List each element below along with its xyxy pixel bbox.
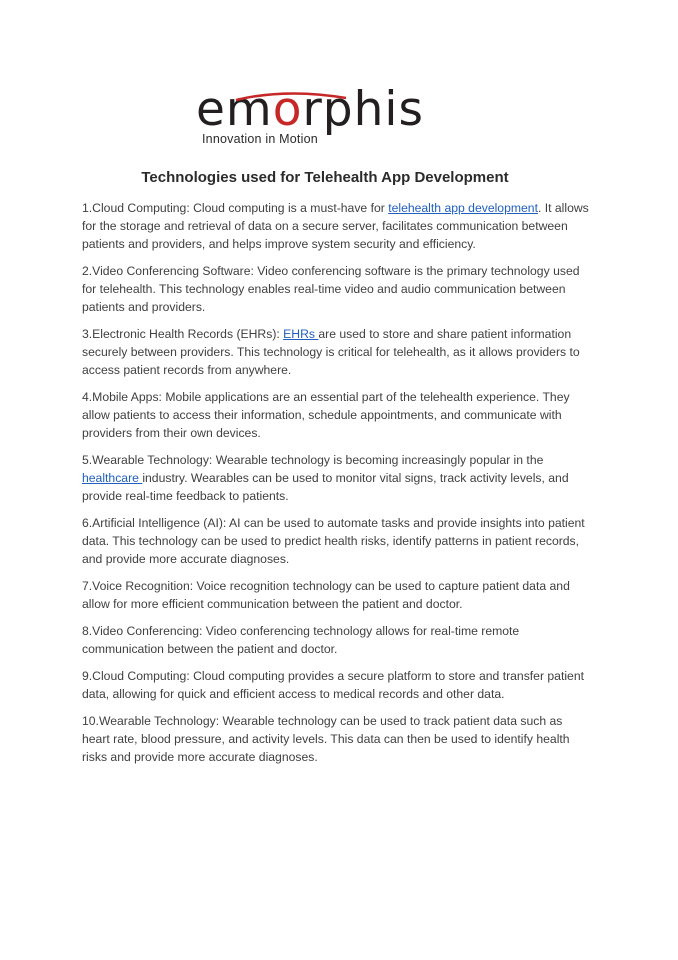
logo-wordmark: emorphis bbox=[196, 82, 424, 137]
paragraph-6: 6.Artificial Intelligence (AI): AI can be used to automate tasks and provide insights into patient data. This technology can be used to predict health risks, identify patterns in patient records, and provide more accurate diagnoses. bbox=[82, 516, 585, 566]
paragraph-2: 2.Video Conferencing Software: Video conferencing software is the primary technology used for telehealth. This technology enables real-time video and audio communication between patients and providers. bbox=[82, 264, 580, 314]
document-body bbox=[82, 199, 590, 775]
paragraph-10: 10.Wearable Technology: Wearable technology can be used to track patient data such as heart rate, blood pressure, and activity levels. This data can then be used to identify health risks and provide more accurate diagnoses. bbox=[82, 714, 570, 764]
link-telehealth-app-development[interactable]: telehealth app development bbox=[388, 201, 538, 215]
paragraph-5: 5.Wearable Technology: Wearable technology is becoming increasingly popular in the healthcare industry. Wearables can be used to monitor vital signs, track activity levels, and provide real-time feedback to patients. bbox=[82, 453, 569, 503]
paragraph-7: 7.Voice Recognition: Voice recognition technology can be used to capture patient data and allow for more efficient communication between the patient and doctor. bbox=[82, 579, 570, 611]
paragraph-3: 3.Electronic Health Records (EHRs): EHRs are used to store and share patient information securely between providers. This technology is critical for telehealth, as it allows providers to access patient records from anywhere. bbox=[82, 327, 580, 377]
logo-tagline: Innovation in Motion bbox=[202, 132, 318, 146]
emorphis-logo bbox=[196, 82, 446, 152]
paragraph-8: 8.Video Conferencing: Video conferencing technology allows for real-time remote communication between the patient and doctor. bbox=[82, 624, 520, 656]
page-title: Technologies used for Telehealth App Development bbox=[141, 169, 509, 186]
paragraph-4: 4.Mobile Apps: Mobile applications are an essential part of the telehealth experience. They allow patients to access their information, schedule appointments, and communicate with providers from their own devices. bbox=[82, 390, 570, 440]
link-ehrs[interactable]: EHRs bbox=[283, 327, 319, 341]
paragraph-9: 9.Cloud Computing: Cloud computing provides a secure platform to store and transfer patient data, allowing for quick and efficient access to medical records and other data. bbox=[82, 669, 584, 701]
paragraph-1: 1.Cloud Computing: Cloud computing is a must-have for telehealth app development. It allows for the storage and retrieval of data on a secure server, facilitates communication between patients and providers, and helps improve system security and efficiency. bbox=[82, 201, 589, 251]
link-healthcare[interactable]: healthcare bbox=[82, 471, 143, 485]
logo-accent-letter: o bbox=[272, 82, 303, 137]
